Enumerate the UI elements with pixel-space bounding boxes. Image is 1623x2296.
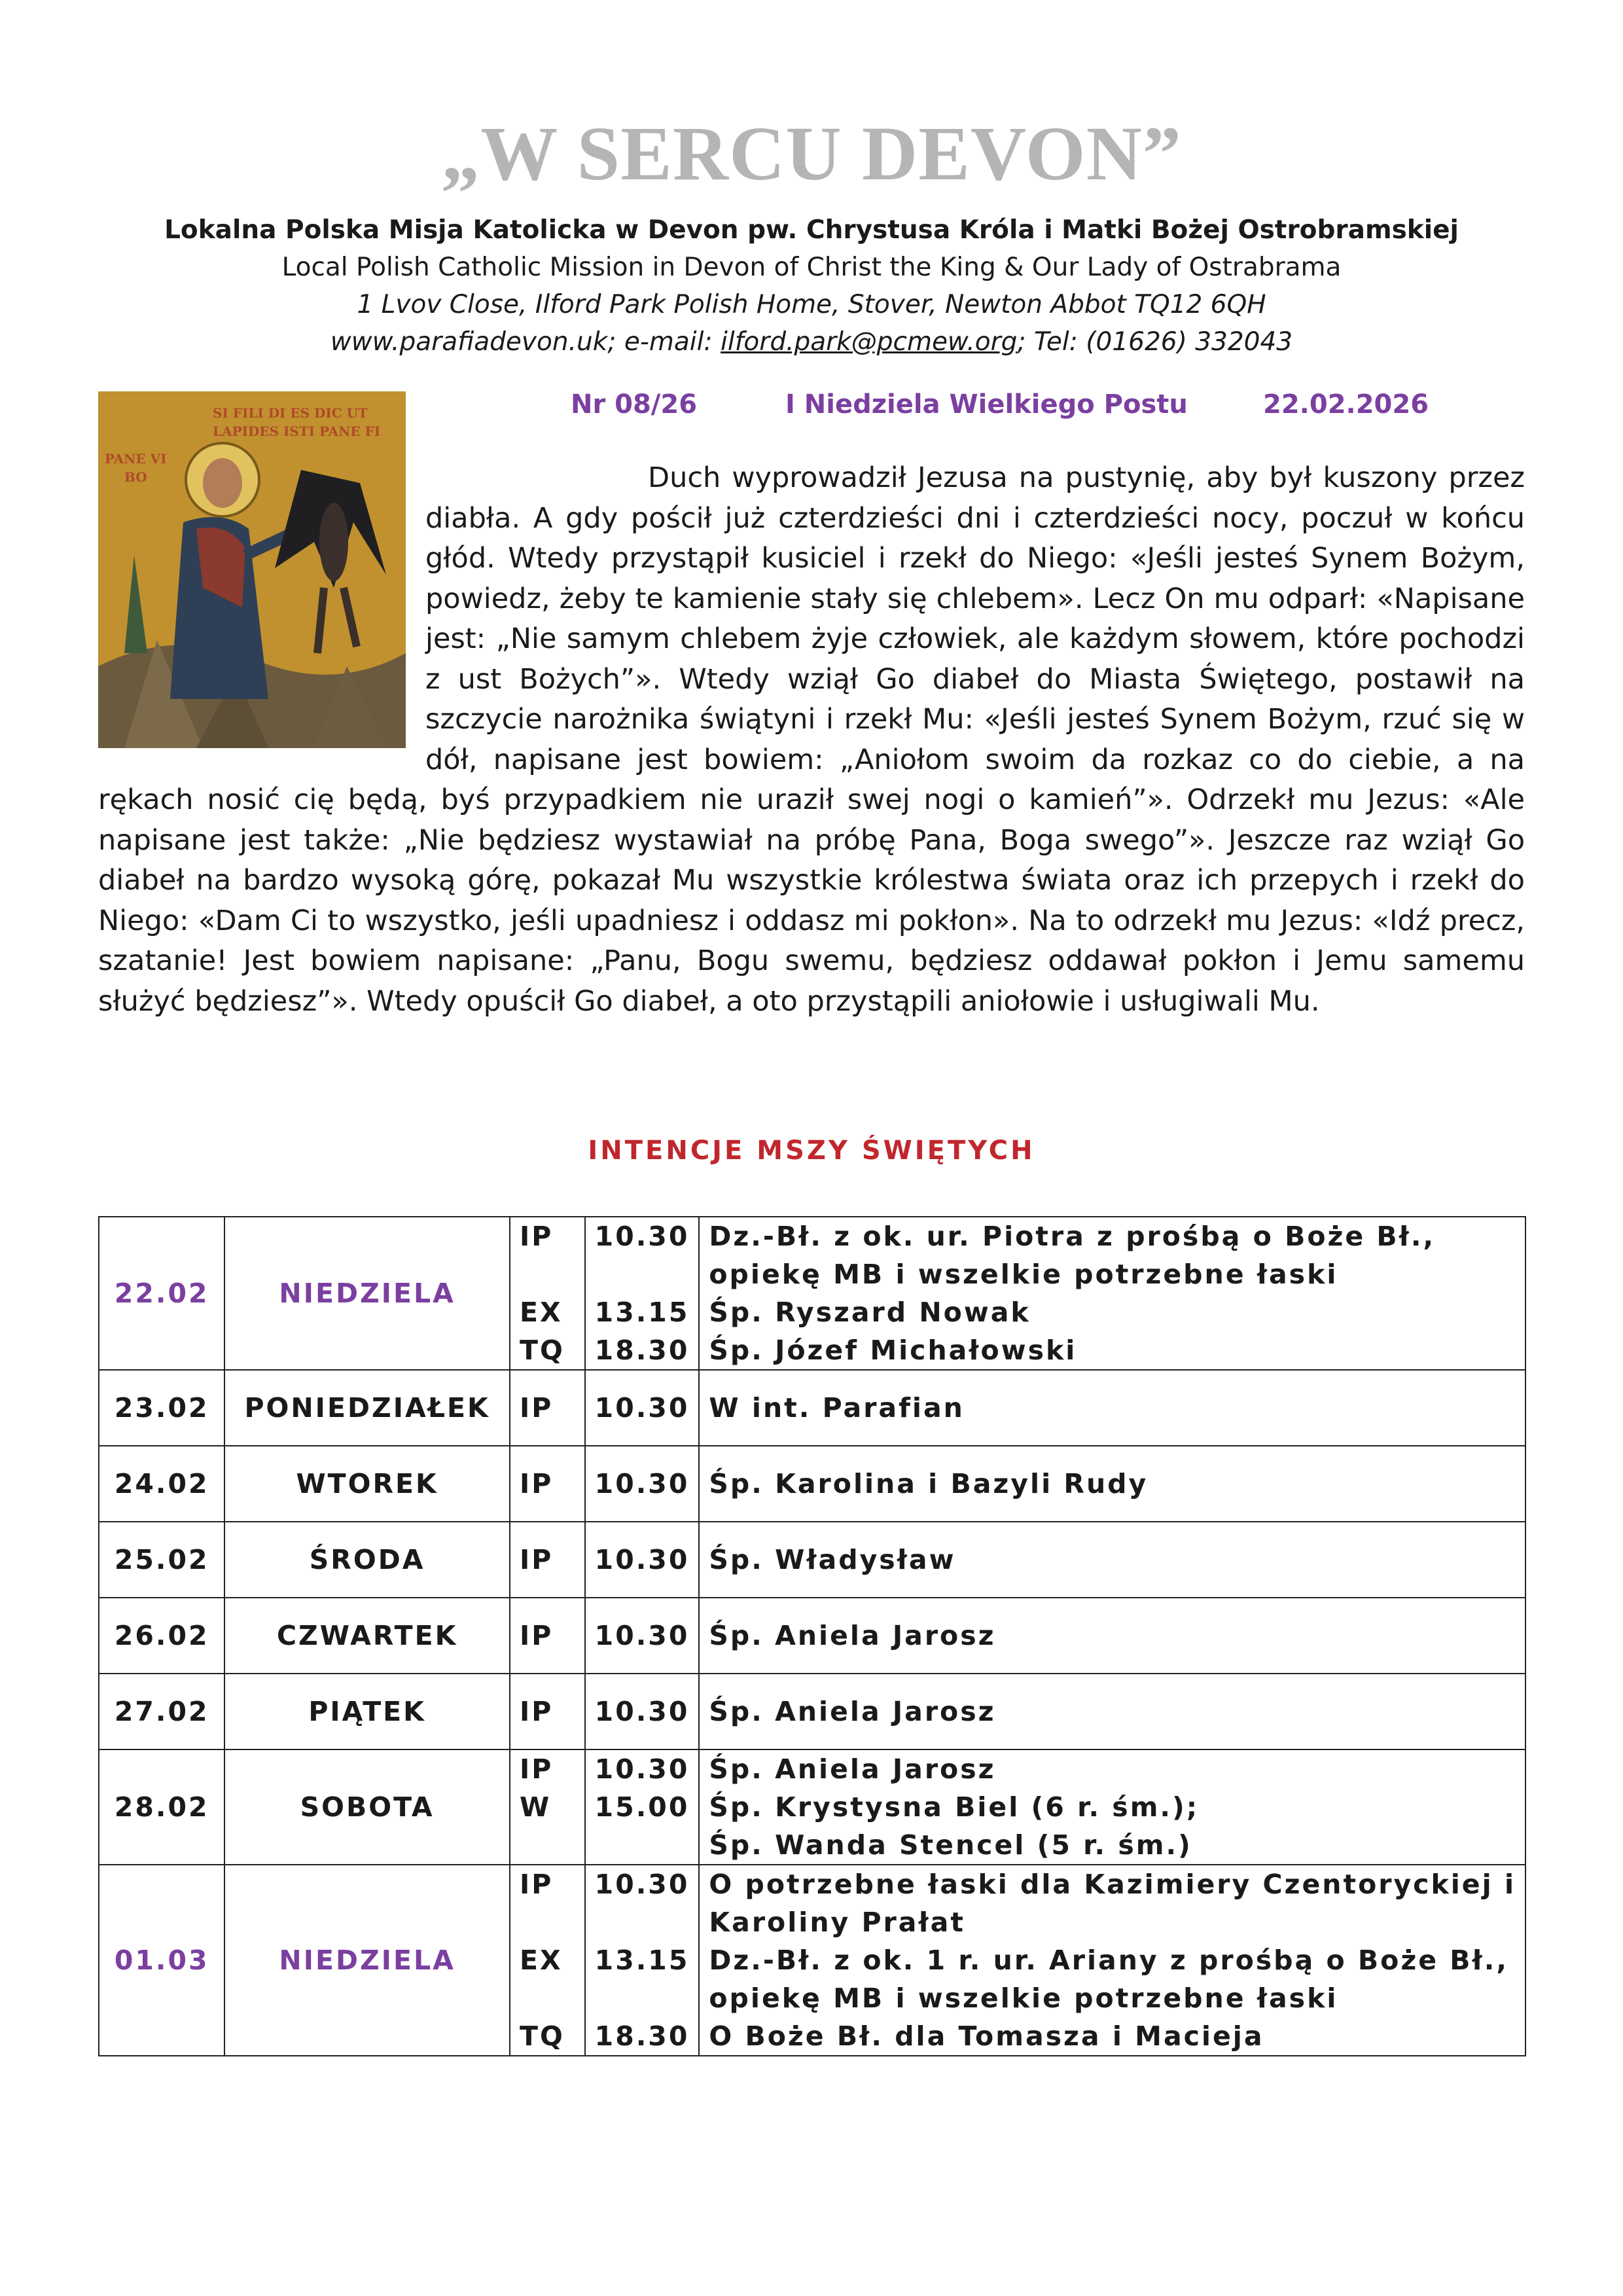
mass-intention: O potrzebne łaski dla Kazimiery Czentoryckiej i [709, 1869, 1516, 1900]
mass-intentions [699, 1865, 1525, 2056]
mass-intentions [699, 1370, 1525, 1446]
mass-row [99, 1446, 1525, 1522]
mass-time [595, 1255, 690, 1293]
mass-times [585, 1674, 700, 1749]
masthead [0, 108, 1623, 361]
mass-place [520, 1979, 575, 2017]
mission-name-en: Local Polish Catholic Mission in Devon of Christ the King & Our Lady of Ostrabrama [281, 253, 1342, 282]
issue-date: 22.02.2026 [1263, 389, 1429, 420]
mass-intention: W int. Parafian [709, 1392, 965, 1424]
mass-intention: opiekę MB i wszelkie potrzebne łaski [709, 1259, 1338, 1290]
mass-times [585, 1749, 700, 1865]
mass-date: 28.02 [99, 1749, 224, 1865]
mass-row [99, 1522, 1525, 1598]
mass-place [520, 1903, 575, 1941]
mass-row [99, 1865, 1525, 2056]
mass-intentions [699, 1522, 1525, 1598]
mass-times [585, 1370, 700, 1446]
mass-time: 10.30 [594, 1620, 690, 1651]
newsletter-title: „W SERCU DEVON” [441, 111, 1182, 196]
gospel-text: Duch wyprowadził Jezusa na pustynię, aby był kuszony przez diabła. A gdy pościł już czterdzieści dni i czterdzieści nocy, poczuł w końcu głód. Wtedy przystąpił kusiciel i rzekł do Niego: «Jeśli jesteś Synem Bożym, powiedz, żeby te kamienie stały się chlebem». Lecz On mu odparł: «Napisane jest: „Nie samym chlebem żyje człowiek, ale każdym słowem, które pochodzi z ust Bożych”». Wtedy wziął Go diabeł do Miasta Świętego, postawił na szczycie narożnika świątyni i rzekł Mu: «Jeśli jesteś Synem Bożym, rzuć się w dół, napisane jest bowiem: „Aniołom swoim da rozkaz co do ciebie, a na rękach nosić cię będą, byś przypadkiem nie uraził swej nogi o kamień”». Odrzekł mu Jezus: «Ale napisane jest także: „Nie będziesz wystawiał na próbę Pana, Boga swego”». Jeszcze raz wziął Go diabeł na bardzo wysoką górę, pokazał Mu wszystkie królestwa świata oraz ich przepych i rzekł do Niego: «Dam Ci to wszystko, jeśli upadniesz i oddasz mi pokłon». Na to odrzekł mu Jezus: «Idź precz, szatanie! Jest bowiem napisane: „Panu, Bogu swemu, będziesz oddawał pokłon i Jemu samemu służyć będziesz”». Wtedy opuścił Go diabeł, a oto przystąpili aniołowie i usługiwali Mu. [98, 461, 1525, 1018]
mass-row [99, 1370, 1525, 1446]
email-label: e-mail: [624, 327, 713, 357]
mass-intention: Śp. Aniela Jarosz [709, 1620, 996, 1651]
mass-time: 10.30 [594, 1392, 690, 1424]
mass-time: 10.30 [594, 1468, 690, 1499]
mass-intention: Śp. Władysław [709, 1544, 956, 1575]
mass-date: 23.02 [99, 1370, 224, 1446]
mass-time: 13.15 [594, 1945, 690, 1976]
mass-places [510, 1598, 585, 1674]
mass-times [585, 1865, 700, 2056]
mass-places [510, 1370, 585, 1446]
mass-time: 10.30 [594, 1753, 690, 1785]
mass-times [585, 1598, 700, 1674]
contact-line [0, 323, 1623, 361]
mission-name-pl: Lokalna Polska Misja Katolicka w Devon pw. Chrystusa Króla i Matki Bożej Ostrobramskiej [164, 215, 1459, 245]
phone-number: ; Tel: (01626) 332043 [1017, 327, 1293, 357]
mass-place [520, 1255, 575, 1293]
mass-intention: Dz.-Bł. z ok. ur. Piotra z prośbą o Boże Bł., [709, 1221, 1436, 1252]
mosaic-inscription-2: LAPIDES ISTI PANE FI [213, 423, 381, 439]
mass-time: 18.30 [594, 2020, 690, 2052]
mass-day: SOBOTA [224, 1749, 510, 1865]
mass-intention: Dz.-Bł. z ok. 1 r. ur. Ariany z prośbą o Boże Bł., [709, 1945, 1508, 1976]
mass-times [585, 1446, 700, 1522]
mass-time [595, 1826, 690, 1864]
mass-place: IP [519, 1544, 554, 1575]
email-link[interactable]: ilford.park@pcmew.org [721, 327, 1018, 357]
mass-intentions [699, 1598, 1525, 1674]
mass-day: ŚRODA [224, 1522, 510, 1598]
mass-date: 22.02 [99, 1217, 224, 1370]
mass-place: TQ [519, 1335, 565, 1366]
mass-places [510, 1865, 585, 2056]
mass-row [99, 1598, 1525, 1674]
mass-times [585, 1522, 700, 1598]
mass-day: PONIEDZIAŁEK [224, 1370, 510, 1446]
mass-place: TQ [519, 2020, 565, 2052]
mass-row [99, 1674, 1525, 1749]
mass-time: 10.30 [594, 1869, 690, 1900]
mass-intention: Śp. Ryszard Nowak [709, 1297, 1031, 1328]
mass-time: 10.30 [594, 1544, 690, 1575]
mass-time [595, 1979, 690, 2017]
mass-date: 24.02 [99, 1446, 224, 1522]
mosaic-inscription-1: SI FILI DI ES DIC UT [213, 405, 368, 421]
mass-place [520, 1826, 575, 1864]
mass-row [99, 1217, 1525, 1370]
mass-place: IP [519, 1869, 554, 1900]
mass-intention: Śp. Wanda Stencel (5 r. śm.) [709, 1829, 1192, 1861]
mass-places [510, 1522, 585, 1598]
mass-intention: Śp. Aniela Jarosz [709, 1696, 996, 1727]
mass-day: NIEDZIELA [224, 1217, 510, 1370]
mass-places [510, 1749, 585, 1865]
mass-intention: Śp. Józef Michałowski [709, 1335, 1077, 1366]
mass-times [585, 1217, 700, 1370]
mass-date: 27.02 [99, 1674, 224, 1749]
mass-intention: Śp. Aniela Jarosz [709, 1753, 996, 1785]
mass-intentions [699, 1446, 1525, 1522]
mission-address: 1 Lvov Close, Ilford Park Polish Home, Stover, Newton Abbot TQ12 6QH [357, 290, 1266, 319]
mass-intentions-title: INTENCJE MSZY ŚWIĘTYCH [588, 1136, 1035, 1166]
mass-place: IP [519, 1696, 554, 1727]
mass-intention: Śp. Karolina i Bazyli Rudy [709, 1468, 1149, 1499]
mass-intention: Karoliny Prałat [709, 1907, 965, 1938]
mass-places [510, 1217, 585, 1370]
mass-time [595, 1903, 690, 1941]
mass-time: 15.00 [594, 1791, 690, 1823]
mass-place: W [519, 1791, 552, 1823]
mass-date: 26.02 [99, 1598, 224, 1674]
mass-place: EX [519, 1297, 563, 1328]
mass-time: 13.15 [594, 1297, 690, 1328]
mass-date: 25.02 [99, 1522, 224, 1598]
website-link[interactable]: www.parafiadevon.uk; [330, 327, 616, 357]
mass-day: CZWARTEK [224, 1598, 510, 1674]
mass-day: NIEDZIELA [224, 1865, 510, 2056]
issue-number: Nr 08/26 [571, 389, 698, 420]
mass-intentions [699, 1749, 1525, 1865]
mass-place: IP [519, 1620, 554, 1651]
mass-place: IP [519, 1468, 554, 1499]
mass-intention: O Boże Bł. dla Tomasza i Macieja [709, 2020, 1264, 2052]
mosaic-inscription-3: PANE VI [105, 451, 167, 467]
mass-place: IP [519, 1753, 554, 1785]
mass-row [99, 1749, 1525, 1865]
mass-place: EX [519, 1945, 563, 1976]
mass-time: 10.30 [594, 1221, 690, 1252]
mass-intention: Śp. Krystysna Biel (6 r. śm.); [709, 1791, 1200, 1823]
mass-time: 10.30 [594, 1696, 690, 1727]
mass-place: IP [519, 1392, 554, 1424]
mass-date: 01.03 [99, 1865, 224, 2056]
mass-intention: opiekę MB i wszelkie potrzebne łaski [709, 1982, 1338, 2014]
mass-places [510, 1674, 585, 1749]
mass-day: WTOREK [224, 1446, 510, 1522]
gospel-reading [98, 458, 1525, 1022]
mosaic-inscription-4: BO [124, 469, 147, 485]
mass-places [510, 1446, 585, 1522]
mass-day: PIĄTEK [224, 1674, 510, 1749]
mass-intentions-table [98, 1216, 1526, 2056]
liturgical-occasion: I Niedziela Wielkiego Postu [785, 389, 1188, 420]
mass-intentions [699, 1217, 1525, 1370]
mass-intentions [699, 1674, 1525, 1749]
mass-place: IP [519, 1221, 554, 1252]
mass-time: 18.30 [594, 1335, 690, 1366]
